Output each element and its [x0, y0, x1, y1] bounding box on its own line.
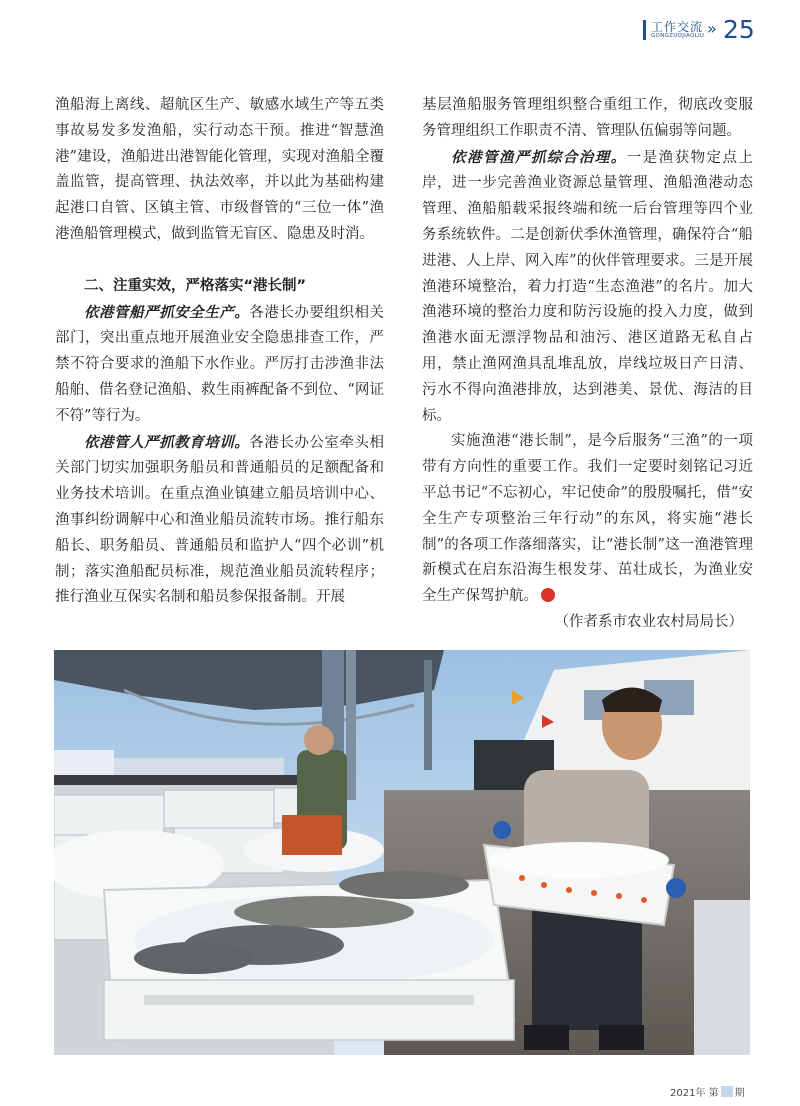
double-chevron-icon: » — [707, 19, 717, 38]
footer-year: 2021年 第 — [670, 1088, 719, 1099]
page-number: 25 — [723, 15, 755, 44]
paragraph-text: 一是渔获物定点上岸，进一步完善渔业资源总量管理、渔船渔港动态管理、渔船船载采报终端和统一后台管理等四个业务系统软件。二是创新伏季休渔管理，确保符合“船进港、人上岸、网入库”的伙伴管理要求。三是开展渔港环境整治，着力打造“生态渔港”的名片。加大渔港环境的整治力度和防污设施的投入力度，做到渔港水面无漂浮物品和油污、港区道路无私自占用，禁止渔网渔具乱堆乱放，岸线垃圾日产日清、污水不得向渔港排放，达到港美、景优、海洁的目标。 — [422, 149, 754, 424]
header-accent-bar — [643, 20, 646, 40]
footer-issue-suffix: 期 — [734, 1088, 745, 1099]
section-title: 工作交流 — [651, 20, 704, 34]
paragraph — [422, 145, 753, 430]
paragraph-text: 各港长办公室牵头相关部门切实加强职务船员和普通船员的足额配备和业务技术培训。在重点渔业镇建立船员培训中心、渔事纠纷调解中心和渔业船员流转市场。推行船东船长、职务船员、普通船员和监护人“四个必训”机制；落实渔船配员标准，规范渔业船员流转程序；推行渔业互保实名制和船员参保报备制。开展 — [55, 434, 385, 606]
paragraph-lead: 依港管渔严抓综合治理。 — [451, 148, 627, 166]
paragraph-text: 实施渔港“港长制”，是今后服务“三渔”的一项带有方向性的重要工作。我们一定要时刻铭记习近平总书记“不忘初心，牢记使命”的殷殷嘱托，借“安全生产专项整治三年行动”的东风，将实施“港长制”的各项工作落细落实，让“港长制”这一渔港管理新模式在启东沿海生根发芽、茁壮成长，为渔业安全生产保驾护航。 — [422, 433, 753, 605]
issue-footer — [670, 1084, 745, 1099]
paragraph — [422, 429, 753, 610]
paragraph — [55, 300, 384, 430]
author-note: （作者系市农业农村局局长） — [554, 613, 743, 630]
paragraph-text: 各港长办要组织相关部门，突出重点地开展渔业安全隐患排查工作，严禁不符合要求的渔船下水作业。严厉打击涉渔非法船舶、借名登记渔船、救生雨裤配备不到位、“网证不符”等行为。 — [55, 304, 385, 424]
section-header — [643, 15, 783, 44]
paragraph — [55, 430, 384, 612]
photo-illustration — [54, 650, 750, 1055]
right-column — [422, 93, 753, 636]
fishing-port-photo — [54, 650, 750, 1055]
paragraph: 基层渔船服务管理组织整合重组工作，彻底改变服务管理组织工作职责不清、管理队伍偏弱等问题。 — [422, 97, 753, 139]
left-column — [55, 93, 384, 611]
section-pinyin: GONGZUOJIAOLIU — [651, 33, 705, 39]
issue-number-box — [721, 1086, 733, 1097]
paragraph-lead: 依港管人严抓教育培训。 — [84, 433, 250, 451]
paragraph: 渔船海上离线、超航区生产、敏感水域生产等五类事故易发多发渔船，实行动态干预。推进“智慧渔港”建设，渔船进出港智能化管理，实现对渔船全覆盖监管，提高管理、执法效率，并以此为基础构建起港口自管、区镇主管、市级督管的“三位一体”渔港渔船管理模式，做到监管无盲区、隐患及时消。 — [55, 97, 384, 242]
paragraph-lead: 依港管船严抓安全生产。 — [84, 303, 250, 321]
section-heading: 二、注重实效，严格落实“港长制” — [84, 277, 307, 294]
article-end-icon — [541, 588, 555, 602]
